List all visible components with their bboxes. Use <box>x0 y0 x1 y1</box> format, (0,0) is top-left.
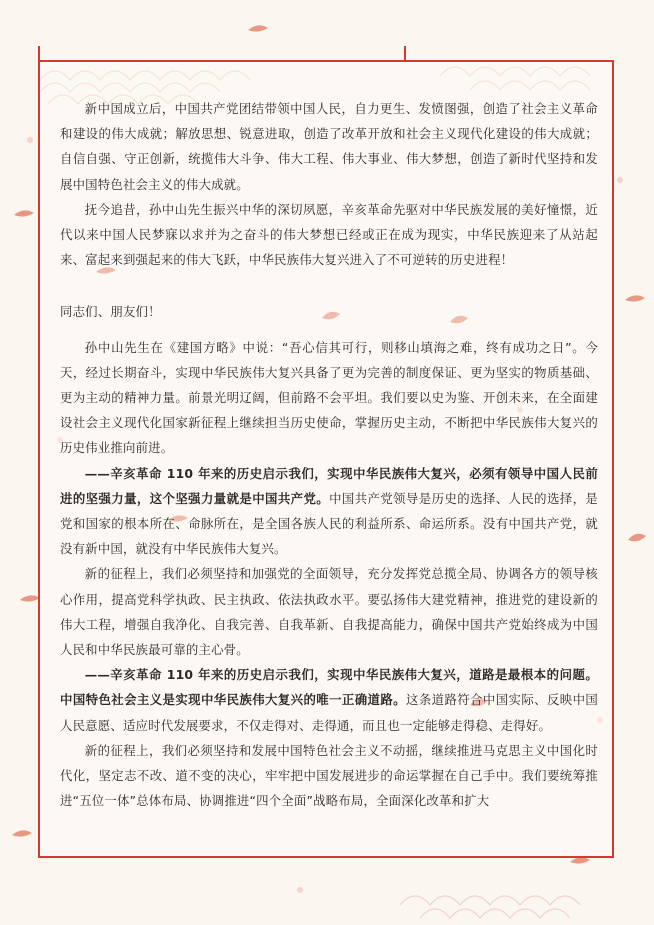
paragraph-7-bold-lead: ——辛亥革命 110 年来的历史启示我们，实现中华民族伟大复兴，道路是最根本的问题。中国特色社会主义是实现中华民族伟大复兴的唯一正确道路。 <box>60 667 598 708</box>
paragraph-1 <box>60 96 598 197</box>
paragraph-8-text: 新的征程上，我们必须坚持和发展中国特色社会主义不动摇，继续推进马克思主义中国化时代化，坚定志不改、道不变的决心，牢牢把中国发展进步的命运掌握在自己手中。我们要统筹推进“五位一体”总体布局、协调推进“四个全面”战略布局，全面深化改革和扩大 <box>60 742 598 809</box>
paragraph-4 <box>60 335 598 461</box>
frame-notch-left <box>38 46 40 62</box>
frame-notch-right <box>404 46 406 62</box>
paragraph-gap <box>60 272 598 299</box>
paragraph-1-text: 新中国成立后，中国共产党团结带领中国人民，自力更生、发愤图强，创造了社会主义革命和建设的伟大成就；解放思想、锐意进取，创造了改革开放和社会主义现代化建设的伟大成就；自信自强、守正创新，统揽伟大斗争、伟大工程、伟大事业、伟大梦想，创造了新时代坚持和发展中国特色社会主义的伟大成就。 <box>60 101 598 192</box>
paragraph-6 <box>60 561 598 662</box>
document-body <box>60 96 598 813</box>
paragraph-6-text: 新的征程上，我们必须坚持和加强党的全面领导，充分发挥党总揽全局、协调各方的领导核心作用，提高党科学执政、民主执政、依法执政水平。要弘扬伟大建党精神，推进党的建设新的伟大工程，增强自我净化、自我完善、自我革新、自我提高能力，确保中国共产党始终成为中国人民和中华民族最可靠的主心骨。 <box>60 566 598 658</box>
paragraph-5 <box>60 461 598 562</box>
paragraph-5-text: 中国共产党领导是历史的选择、人民的选择，是党和国家的根本所在、命脉所在，是全国各族人民的利益所系、命运所系。没有中国共产党，就没有新中国，就没有中华民族伟大复兴。 <box>60 490 598 557</box>
salutation <box>60 299 598 324</box>
paragraph-2 <box>60 197 598 273</box>
paragraph-7 <box>60 662 598 738</box>
paragraph-8 <box>60 738 598 814</box>
salutation-text: 同志们、朋友们！ <box>60 304 161 320</box>
paragraph-2-text: 抚今追昔，孙中山先生振兴中华的深切夙愿，辛亥革命先驱对中华民族发展的美好憧憬，近代以来中国人民梦寐以求并为之奋斗的伟大梦想已经或正在成为现实，中华民族迎来了从站起来、富起来到强起来的伟大飞跃，中华民族伟大复兴进入了不可逆转的历史进程！ <box>60 201 598 268</box>
paragraph-4-text: 孙中山先生在《建国方略》中说：“吾心信其可行，则移山填海之难，终有成功之日”。今天，经过长期奋斗，实现中华民族伟大复兴具备了更为完善的制度保证、更为坚实的物质基础、更为主动的精神力量。前景光明辽阔，但前路不会平坦。我们要以史为鉴、开创未来，在全面建设社会主义现代化国家新征程上继续担当历史使命，掌握历史主动，不断把中华民族伟大复兴的历史伟业推向前进。 <box>60 339 598 456</box>
paragraph-gap <box>60 325 598 335</box>
paragraph-7-text: 这条道路符合中国实际、反映中国人民意愿、适应时代发展要求，不仅走得对、走得通，而且也一定能够走得稳、走得好。 <box>60 692 598 733</box>
paragraph-5-bold-lead: ——辛亥革命 110 年来的历史启示我们，实现中华民族伟大复兴，必须有领导中国人民前进的坚强力量，这个坚强力量就是中国共产党。 <box>60 465 598 506</box>
